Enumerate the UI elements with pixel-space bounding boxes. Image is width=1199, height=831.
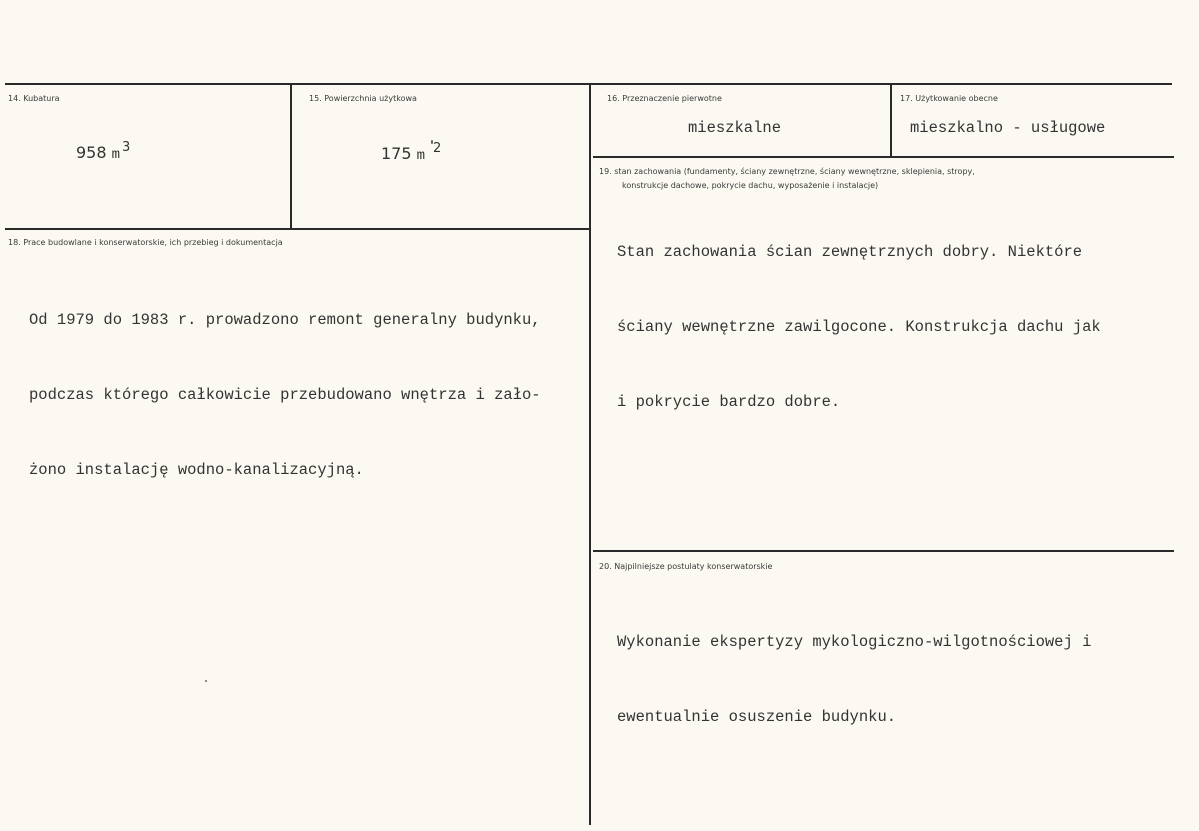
paper-speck [431,140,433,144]
field-18-line: żono instalację wodno-kanalizacyjną. [29,461,364,479]
field-19-line: ściany wewnętrzne zawilgocone. Konstrukcja dachu jak [617,318,1101,336]
cubature-exponent: 3 [122,140,131,155]
cubature-number: 958 [76,143,107,162]
field-18-label: 18. Prace budowlane i konserwatorskie, ich przebieg i dokumentacja [8,238,283,247]
field-14-label: 14. Kubatura [8,94,60,103]
field-20-line: ewentualnie osuszenie budynku. [617,708,897,726]
field-14-value [76,140,131,163]
field-17-value: mieszkalno - usługowe [910,119,1106,137]
field-19-label-line1: 19. stan zachowania (fundamenty, ściany zewnętrzne, ściany wewnętrzne, sklepienia, stropy, [599,167,975,176]
field-19-line: Stan zachowania ścian zewnętrznych dobry. Niektóre [617,243,1083,261]
field-15-label: 15. Powierzchnia użytkowa [309,94,417,103]
divider-14-15 [290,85,292,228]
rule-16-17-bottom [593,156,1174,158]
center-divider [589,85,591,825]
field-20-line: Wykonanie ekspertyzy mykologiczno-wilgotnościowej i [617,633,1092,651]
field-19-text [617,190,1101,465]
field-20-label: 20. Najpilniejsze postulaty konserwatorskie [599,562,773,571]
rule-14-15-bottom [5,228,589,230]
field-16-value: mieszkalne [688,119,782,137]
rule-19-20-divider [593,550,1174,552]
divider-16-17 [890,85,892,156]
paper-speck [205,680,207,682]
field-18-line: podczas którego całkowicie przebudowano wnętrza i zało- [29,386,541,404]
field-20-text [617,580,1091,780]
field-18-line: Od 1979 do 1983 r. prowadzono remont generalny budynku, [29,311,541,329]
area-number: 175 [381,144,412,163]
area-unit: m [416,148,426,164]
field-19-line: i pokrycie bardzo dobre. [617,393,841,411]
cubature-unit: m [111,147,121,163]
field-18-text [29,258,541,533]
field-15-value [381,141,442,164]
field-16-label: 16. Przeznaczenie pierwotne [607,94,722,103]
field-19-label-line2: konstrukcje dachowe, pokrycie dachu, wyposażenie i instalacje) [622,181,879,190]
area-exponent: 2 [433,141,442,156]
field-17-label: 17. Użytkowanie obecne [900,94,998,103]
